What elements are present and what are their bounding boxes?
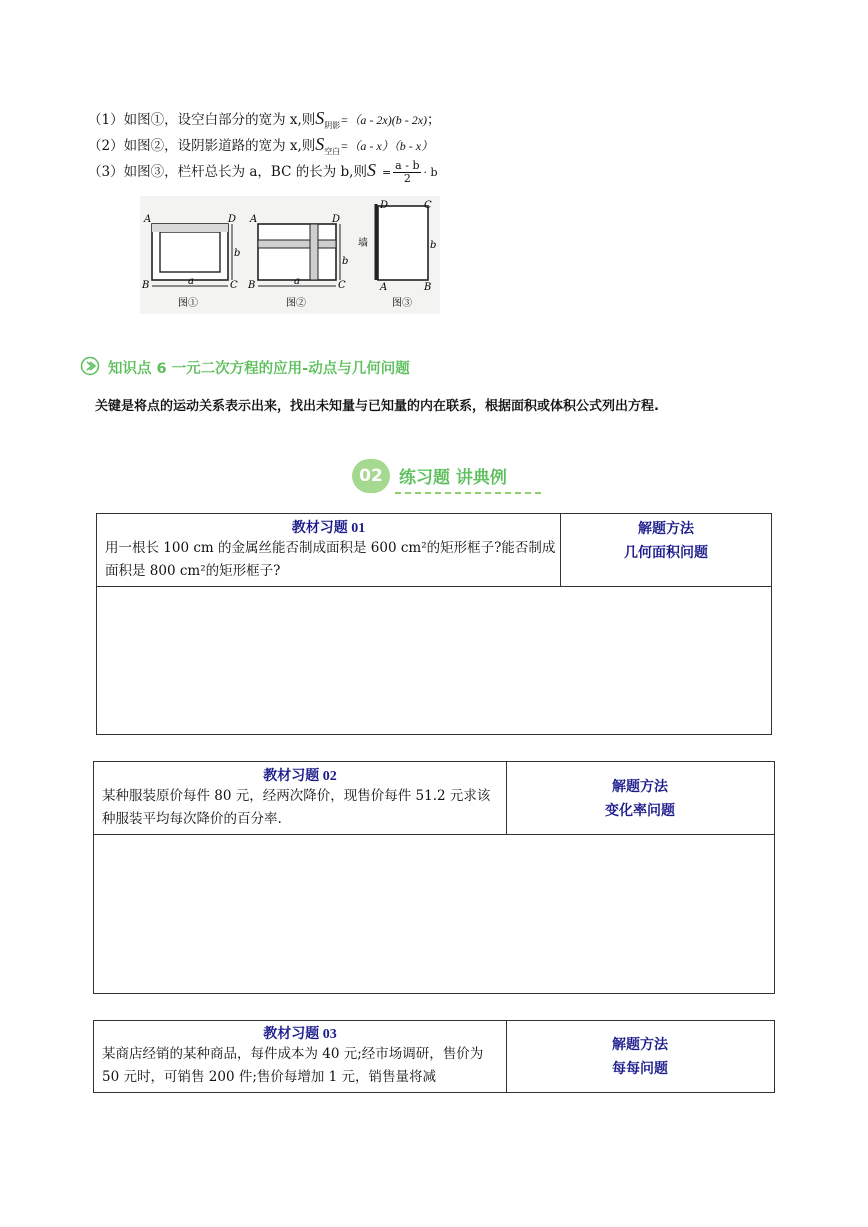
- fig1-border-top: [152, 224, 228, 232]
- fig2-label-B: B: [248, 280, 256, 291]
- card-2-title: 教材习题 02: [263, 769, 337, 784]
- card-1-title: 教材习题 01: [291, 521, 366, 536]
- fig1-label-b: b: [234, 248, 241, 259]
- formula-2-text: （2）如图②，设阴影道路的宽为 x,则: [88, 138, 316, 154]
- fig3-label-b: b: [430, 240, 437, 251]
- card-1-method-type: 几何面积问题: [624, 545, 708, 561]
- formula-2-subscript: 空白: [324, 147, 341, 156]
- formula-3-text: （3）如图③，栏杆总长为 a，BC 的长为 b,则: [88, 164, 367, 180]
- fig1-label-C: C: [230, 280, 238, 291]
- formula-3-symbol: S: [366, 160, 376, 180]
- fig1-label-B: B: [142, 280, 150, 291]
- formula-1-rhs: =（a - 2x)(b - 2x): [340, 113, 428, 127]
- formula-2-symbol: S: [315, 134, 325, 154]
- formula-line-3: [88, 160, 438, 185]
- card-1-answer-area[interactable]: [97, 587, 771, 734]
- fig2-label-D: D: [332, 214, 341, 225]
- fig3-label-C: C: [424, 200, 432, 211]
- fig2-label-a: a: [294, 276, 300, 287]
- formula-1-symbol: S: [315, 108, 325, 128]
- card-2-divider: [506, 762, 507, 834]
- fig2-horizontal-road: [258, 240, 336, 248]
- fig2-label-b: b: [342, 256, 349, 267]
- fraction-denominator: 2: [403, 172, 411, 185]
- card-2-method-type: 变化率问题: [605, 803, 675, 819]
- fig1-label-D: D: [228, 214, 237, 225]
- card-3-method-type: 每每问题: [612, 1061, 668, 1077]
- fig1-label-a: a: [188, 276, 194, 287]
- section-title: 练习题 讲典例: [399, 468, 507, 488]
- formula-3-tail: · b: [423, 166, 438, 179]
- formula-3-fraction: [393, 160, 421, 185]
- card-2-answer-area[interactable]: [94, 835, 774, 993]
- fig3-label-B: B: [424, 282, 432, 293]
- fig1-caption: 图①: [178, 298, 198, 309]
- formula-line-1: [88, 108, 441, 136]
- card-2-question-text: 某种服装原价每件 80 元，经两次降价，现售价每件 51.2 元求该种服装平均每次降价的百分率.: [102, 788, 491, 827]
- section-number-badge: 02: [352, 459, 390, 493]
- formula-3-equals: =: [381, 166, 392, 179]
- figures-svg: [140, 196, 440, 314]
- fig1-label-A: A: [144, 214, 152, 225]
- figure-1: [141, 214, 240, 309]
- card-1-question-text: 用一根长 100 cm 的金属丝能否制成面积是 600 cm²的矩形框子?能否制成面积是 800 cm²的矩形框子?: [105, 540, 556, 579]
- fig2-outer-rect: [258, 224, 336, 280]
- fig1-inner-rect: [160, 232, 220, 272]
- formula-line-2: [88, 134, 433, 162]
- fig3-label-A: A: [380, 282, 388, 293]
- formula-1-text: （1）如图①，设空白部分的宽为 x,则: [88, 112, 316, 128]
- fig2-caption: 图②: [286, 298, 306, 309]
- fig2-vertical-road: [310, 224, 318, 280]
- fraction-numerator: a - b: [395, 159, 420, 172]
- exercise-card-2: [93, 761, 775, 994]
- card-1-method-label: 解题方法: [638, 521, 694, 537]
- fig3-fence-rect: [378, 206, 428, 280]
- fig3-caption: 图③: [392, 298, 412, 309]
- formula-2-rhs: =（a - x）（b - x）: [340, 139, 434, 153]
- chevron-right-icon: [80, 356, 100, 376]
- card-3-method-label: 解题方法: [612, 1037, 668, 1053]
- fig3-label-D: D: [380, 200, 389, 211]
- fig2-label-A: A: [250, 214, 258, 225]
- card-3-title: 教材习题 03: [263, 1027, 337, 1042]
- formula-1-subscript: 阴影: [324, 121, 341, 130]
- figure-3: [358, 200, 436, 309]
- fig2-label-C: C: [338, 280, 346, 291]
- card-3-question-text: 某商店经销的某种商品，每件成本为 40 元;经市场调研，售价为 50 元时，可销售 200 件;售价每增加 1 元，销售量将减: [102, 1046, 484, 1085]
- fig3-label-wall: 墙: [358, 238, 368, 249]
- section-underline: [395, 492, 541, 494]
- exercise-card-1: [96, 513, 772, 735]
- formula-1-tail: ；: [427, 112, 441, 128]
- figure-2: [247, 214, 348, 309]
- knowledge-point-title: 知识点 6 一元二次方程的应用-动点与几何问题: [108, 361, 410, 377]
- knowledge-point-description: 关键是将点的运动关系表示出来，找出未知量与已知量的内在联系，根据面积或体积公式列出方程.: [95, 399, 659, 414]
- card-3-divider: [506, 1021, 507, 1093]
- card-2-method-label: 解题方法: [612, 779, 668, 795]
- exercise-card-3: [93, 1020, 775, 1093]
- geometry-figures: [140, 196, 440, 314]
